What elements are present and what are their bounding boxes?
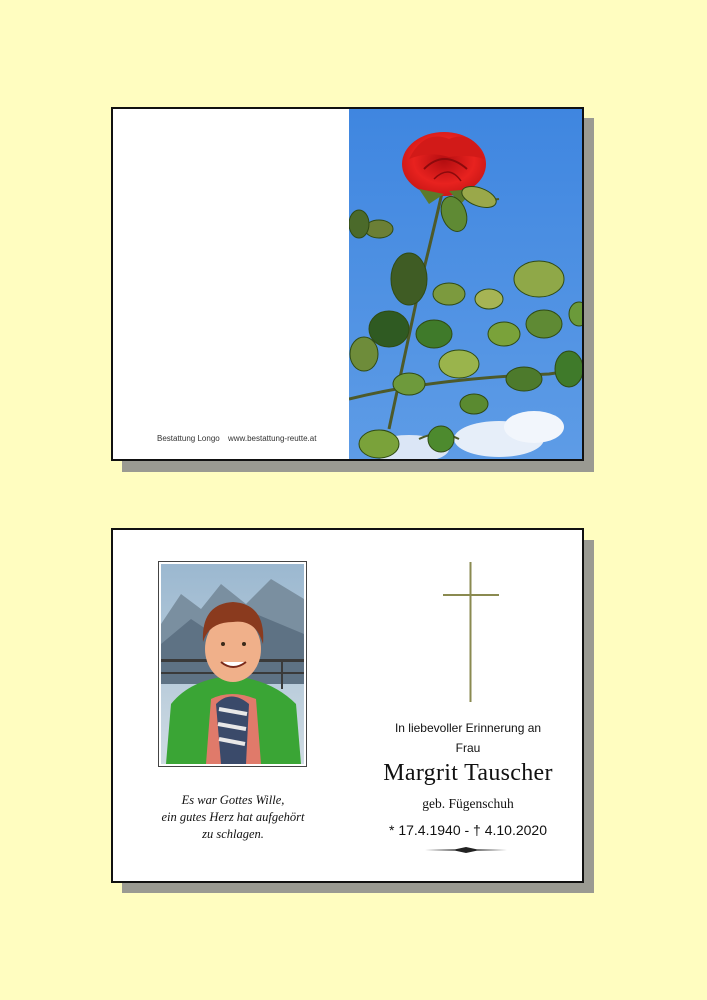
quote-line: ein gutes Herz hat aufgehört: [161, 810, 305, 824]
rose-image-graphic: [349, 109, 584, 461]
quote-line: zu schlagen.: [202, 827, 264, 841]
imprint-url: www.bestattung-reutte.at: [227, 434, 317, 443]
rose-image: [349, 109, 582, 459]
front-card-left-panel: [113, 109, 349, 459]
deceased-name: Margrit Tauscher: [383, 760, 553, 786]
memory-text: In liebevoller Erinnerung an: [394, 721, 542, 735]
portrait-graphic: [161, 564, 304, 764]
title-text: Frau: [455, 741, 481, 755]
quote: [133, 792, 333, 843]
divider-ornament-icon: [425, 846, 507, 854]
portrait-photo: [158, 561, 307, 767]
imprint: [157, 434, 322, 443]
life-dates: * 17.4.1940 - † 4.10.2020: [388, 822, 548, 838]
maiden-name: geb. Fügenschuh: [422, 796, 514, 811]
cross-icon: [443, 562, 499, 702]
back-card: [111, 528, 584, 883]
imprint-company: Bestattung Longo: [157, 434, 220, 443]
quote-line: Es war Gottes Wille,: [181, 793, 285, 807]
front-card: [111, 107, 584, 461]
